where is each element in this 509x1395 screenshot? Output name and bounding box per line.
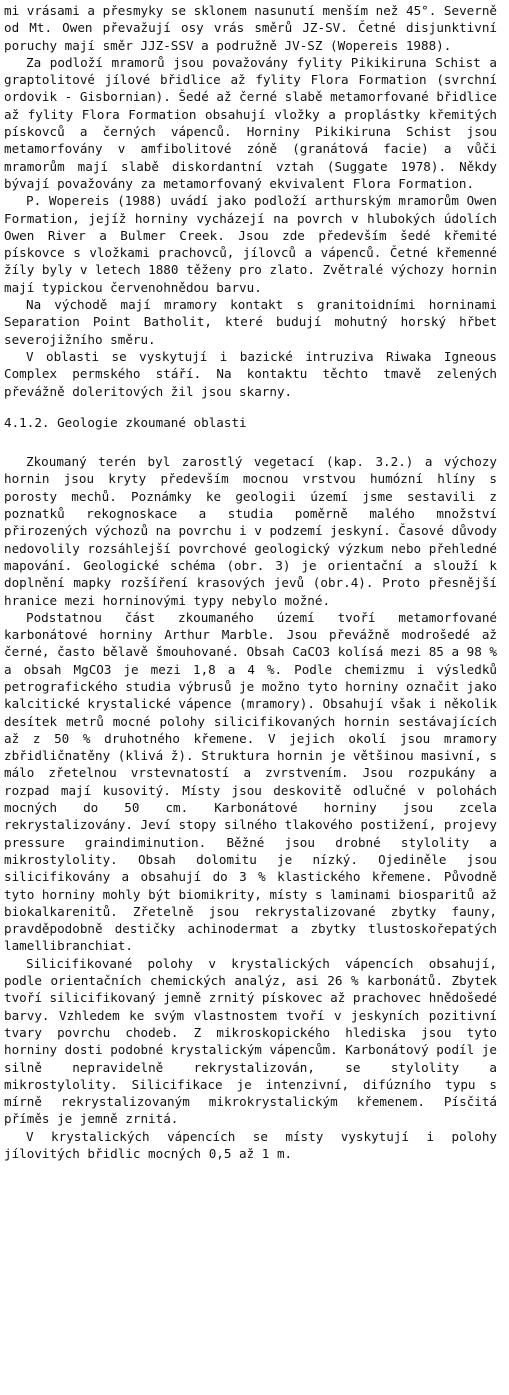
paragraph-riwaka-complex: V oblasti se vyskytují i bazické intruziva Riwaka Igneous Complex permského stáří. Na kontaktu těchto tmavě zelených převážně doleritových žil jsou skarny. bbox=[4, 348, 497, 399]
paragraph-fold-structure: mi vrásami a přesmyky se sklonem nasunutí menším než 45°. Severně od Mt. Owen převažují osy vrás směrů JZ-SV. Četné disjunktivní poruchy mají směr JJZ-SSV a podružně JV-SZ (Wopereis 1988). bbox=[4, 3, 497, 53]
paragraph-arthur-marble: Podstatnou část zkoumaného území tvoří metamorfované karbonátové horniny Arthur Marble. Jsou převážně modrošedé až černé, často bělavě šmouhované. Obsah CaCO3 kolísá mezi 85 a 98 % a obsah MgCO3 je mezi 1,8 a 4 %. Podle chemizmu i výsledků petrografického studia výbrusů je možno tyto horniny označit jako kalcitické krystalické vápence (mramory). Obsahují však i několik desítek metrů mocné polohy silicifikovaných hornin sestávajících až z 50 % druhotného křemene. V jejich okolí jsou mramory zbřidličnatěny (klivá ž). Struktura hornin je většinou masivní, s málo zřetelnou vrstevnatostí a zvrstvením. Jsou rozpukány a rozpad mají kusovitý. Místy jsou deskovitě odlučné v polohách mocných do 50 cm. Karbonátové horniny jsou zcela rekrystalizovány. Jeví stopy silného tlakového postižení, projevy pressure graindiminution. Běžné jsou drobné stylolity a mikrostylolity. Obsah dolomitu je nízký. Ojediněle jsou silicifikovány a obsahují do 3 % klastického křemene. Původně tyto horniny mohly být biomikrity, místy s laminami biosparitů až biokalkarenitů. Zřetelně jsou rekrystalizované zbytky fauny, pravděpodobně destičky achinodermat a zbytky tlustoskořepatých lamellibranchiat. bbox=[4, 609, 497, 954]
paragraph-silicified-layers: Silicifikované polohy v krystalických vápencích obsahují, podle orientačních chemických analýz, asi 26 % karbonátů. Zbytek tvoří silicifikovaný jemně zrnitý pískovec až prachovec hnědošedé barvy. Vzhledem ke svým vlastnostem tvoří v jeskyních pozitivní tvary povrchu chodeb. Z mikroskopického hlediska jsou tyto horniny dosti podobné krystalickým vápencům. Karbonátový podíl je silně nepravidelně rekrystalizován, se stylolity a mikrostylolity. Silicifikace je intenzivní, difúzního typu s mírně rekrystalizovaným mikrokrystalickým křemenem. Písčitá příměs je jemně zrnitá. bbox=[4, 955, 497, 1127]
paragraph-separation-point: Na východě mají mramory kontakt s granitoidními horninami Separation Point Batholit, které budují mohutný horský hřbet severojižního směru. bbox=[4, 297, 497, 347]
paragraph-terrain: Zkoumaný terén byl zarostlý vegetací (kap. 3.2.) a výchozy hornin jsou kryty především mocnou vrstvou humózní hlíny s porosty mechů. Poznámky ke geologii území jsme sestavili z poznatků rekognoskace a studia poměrně malého množství přirozených výchozů na povrchu i v podzemí jeskyní. Časové důvody nedovolily rozsáhlejší povrchové geologický výzkum nebo přehledné mapování. Geologické schéma (obr. 3) je orientační a slouží k doplnění mapky rozšíření krasových jevů (obr.4). Proto přesnější hranice mezi horninovými typy nebylo možné. bbox=[4, 454, 497, 608]
section-heading: 4.1.2. Geologie zkoumané oblasti bbox=[4, 414, 247, 430]
paragraph-owen-formation: P. Wopereis (1988) uvádí jako podloží arthurským mramorům Owen Formation, jejíž horniny vycházejí na povrch v hlubokých údolích Owen River a Bulmer Creek. Jsou zde především šedé křemité pískovce s vložkami prachovců, jílovců a vápenců. Četné křemenné žíly byly v letech 1880 těženy pro zlato. Zvětralé výchozy hornin mají typickou červenohnědou barvu. bbox=[4, 193, 497, 295]
paragraph-basement-rocks: Za podloží mramorů jsou považovány fylity Pikikiruna Schist a graptolitové jílové břidlice až fylity Flora Formation (svrchní ordovik - Gisbornian). Šedé až černé slabě metamorfované břidlice až fylity Flora Formation obsahují vložky a proplástky křemitých pískovců a černých vápenců. Horniny Pikikiruna Schist jsou metamorfovány v amfibolitové zóně (granátová facie) a vůči mramorům mají slabě diskordantní vztah (Suggate 1978). Někdy bývají považovány za metamorfovaný ekvivalent Flora Formation. bbox=[4, 54, 497, 191]
paragraph-clay-slates: V krystalických vápencích se místy vyskytují i polohy jílovitých břidlic mocných 0,5 až 1 m. bbox=[4, 1128, 497, 1161]
